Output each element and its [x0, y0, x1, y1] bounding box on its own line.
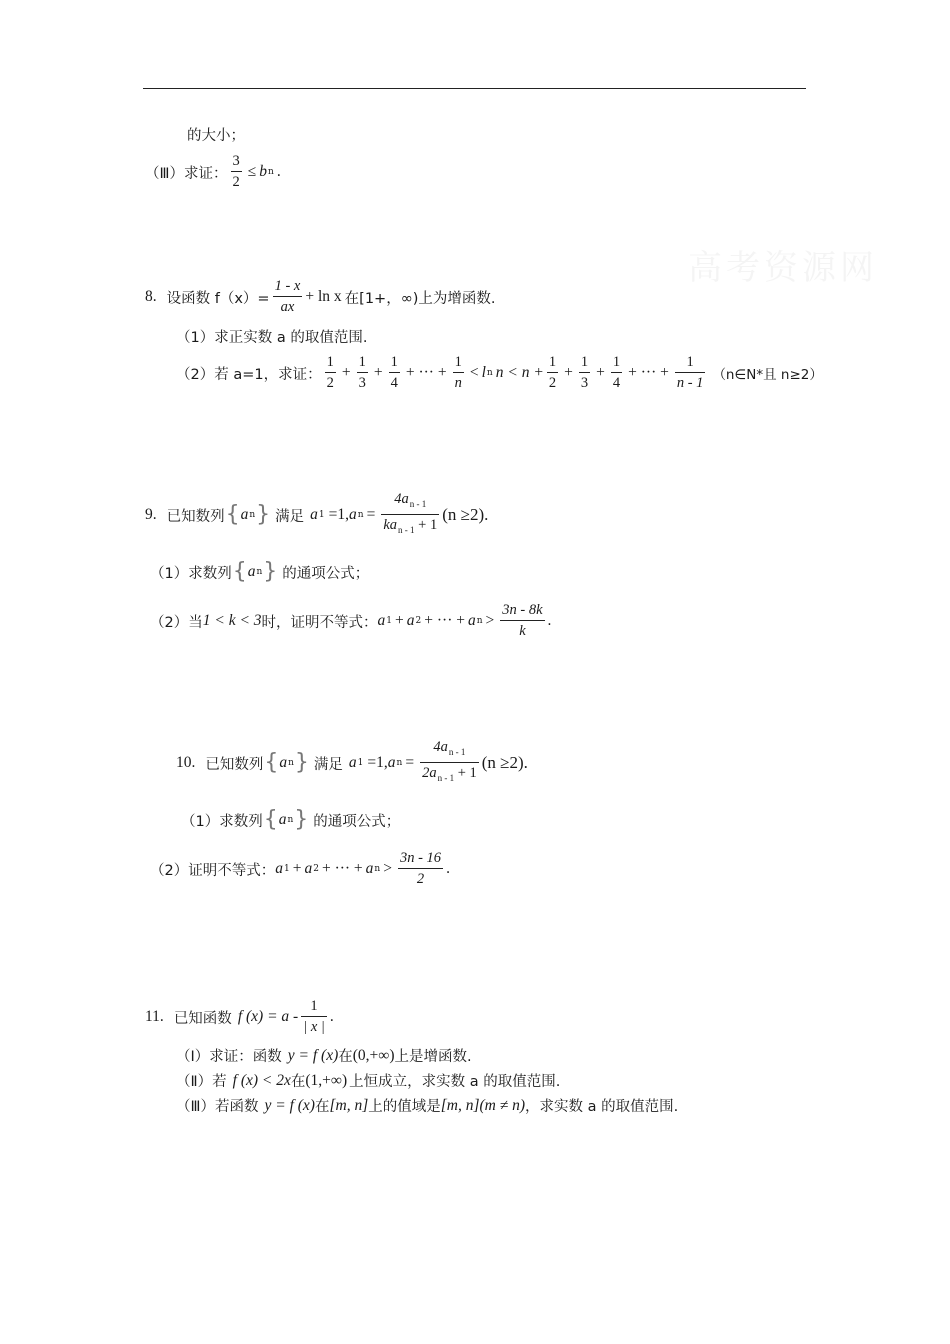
plus-sign: + [395, 612, 404, 629]
p9-q2 [150, 601, 551, 641]
p11-iii-mid: 在 [314, 1099, 330, 1115]
p9-q1-seq-sub: n [256, 567, 263, 577]
p10-sum-dots: + ··· + [321, 860, 363, 877]
p8-lt: < [469, 364, 479, 381]
p7-iii-end: . [276, 163, 281, 180]
p10-q1-seq-sub: n [287, 815, 294, 825]
p9-seq-sub: n [249, 510, 256, 520]
p10-eq: = [405, 754, 415, 771]
p10-a1-eq: =1, [367, 754, 388, 771]
p8-frac-1-4 [389, 353, 400, 393]
fraction-numerator: 1 [612, 354, 621, 370]
p7-iii-fraction [231, 152, 242, 192]
p10-sum-1: 1 [283, 864, 290, 874]
p11-ii-expr: f (x) < 2x [232, 1071, 291, 1089]
fraction-denominator: n - 1 [676, 375, 704, 391]
p8-frac-1-3b [579, 353, 590, 393]
p10-sum-2: 2 [313, 864, 319, 874]
p8-frac-1-4b [611, 353, 622, 393]
p8-q1-text: （1）求正实数 a 的取值范围. [176, 330, 368, 346]
fraction-denominator [381, 515, 439, 540]
p10-stem [176, 738, 528, 788]
p9-a1-eq: =1, [328, 506, 350, 523]
fraction-denominator: 4 [390, 375, 398, 391]
p9-an-sub: n [357, 510, 364, 520]
right-brace-icon: } [263, 559, 278, 584]
fraction-numerator: 1 - x [274, 278, 301, 294]
p9-eq: = [366, 506, 376, 523]
p11-part-i [176, 1045, 472, 1066]
p8-dots: + ··· + [405, 364, 447, 381]
p11-ii-label: （Ⅱ）若 [176, 1074, 227, 1090]
right-brace-icon: } [256, 502, 271, 527]
p8-stem [145, 277, 496, 317]
left-brace-icon: { [232, 559, 247, 584]
p9-a1: a [310, 506, 318, 523]
plus-sign: + [564, 364, 573, 381]
p11-i-mid: 在 [338, 1049, 353, 1065]
p10-sum-a2: a [304, 860, 313, 877]
plus-sign: + [341, 364, 351, 381]
fraction-numerator: 1 [326, 354, 334, 370]
fraction-denominator: 2 [326, 375, 334, 391]
p9-rec-den-tail: + 1 [418, 517, 438, 533]
p9-rhs-fraction [500, 601, 544, 641]
p10-sum-an: a [365, 860, 374, 877]
p9-sum-n: n [476, 616, 483, 626]
p9-gt: > [485, 612, 495, 629]
p10-an: a [387, 754, 396, 771]
p10-sum-n: n [374, 864, 381, 874]
plus-sign: + [373, 364, 383, 381]
p9-number: 9. [145, 506, 157, 523]
p8-n-plus: n + [521, 364, 544, 381]
p11-i-interval: (0,+∞) [352, 1046, 395, 1064]
p9-sum-1: 1 [386, 616, 393, 626]
fraction-numerator: 1 [548, 354, 557, 370]
p9-end: . [547, 612, 552, 629]
p9-q1 [150, 561, 369, 583]
fraction-denominator [420, 763, 479, 788]
p7-iii-relation: ≤ [247, 163, 257, 180]
fraction-denominator: | x | [303, 1019, 325, 1035]
p11-number: 11. [145, 1008, 164, 1025]
p8-frac-1-2b [547, 353, 558, 393]
p10-a1: a [348, 754, 357, 771]
p9-sum-an: a [467, 612, 476, 629]
fraction-denominator: 2 [232, 174, 240, 190]
p10-rec-den: 2a [422, 765, 437, 781]
p11-i-label: （Ⅰ）求证：函数 [176, 1049, 282, 1065]
fraction-denominator: 2 [548, 375, 557, 391]
fraction-numerator: 1 [454, 354, 462, 370]
p11-iii-interval: [m, n] [329, 1096, 369, 1114]
p9-condition: (n ≥2). [442, 505, 489, 524]
p7-iii-b: b [259, 163, 268, 180]
p11-ii-mid: 在 [290, 1074, 306, 1090]
p9-lead: 已知数列 [166, 508, 225, 525]
right-brace-icon: } [294, 750, 309, 775]
p10-recurrence-fraction [420, 738, 479, 788]
p9-seq: a [240, 506, 249, 523]
fraction-denominator: n [454, 375, 462, 391]
p10-q1 [181, 809, 400, 831]
p11-iii-label: （Ⅲ）若函数 [176, 1099, 259, 1115]
p11-fx: f (x) = a - [237, 1008, 299, 1025]
p11-stem [145, 997, 334, 1037]
p7-iii-b-sub: n [268, 167, 274, 177]
p11-ii-tail: 上恒成立，求实数 a 的取值范围. [349, 1074, 561, 1090]
left-brace-icon: { [264, 750, 279, 775]
p11-part-ii [176, 1070, 560, 1091]
fraction-numerator: 1 [686, 354, 694, 370]
p9-rec-num: 4a [394, 491, 409, 507]
fraction-numerator: 1 [358, 354, 366, 370]
watermark: 高考资源网 [688, 248, 878, 288]
p8-q1 [176, 326, 367, 347]
fraction-numerator [392, 490, 428, 514]
p9-rec-den: ka [383, 517, 398, 533]
p10-sat: 满足 [313, 756, 343, 773]
p9-q1-seq: a [247, 563, 256, 580]
p10-condition: (n ≥2). [481, 753, 528, 772]
p10-q2 [150, 849, 450, 889]
p11-part-iii [176, 1095, 678, 1116]
p11-ii-interval: (1,+∞) [305, 1071, 348, 1089]
fraction-denominator: 4 [612, 375, 621, 391]
fraction-denominator: ax [280, 299, 295, 315]
plus-sign: + [292, 860, 302, 877]
p9-q1-label: （1）求数列 [150, 565, 232, 582]
p9-q2-range: 1 < k < 3 [202, 612, 262, 629]
p8-frac-1-n [453, 353, 464, 393]
p10-rec-num: 4a [433, 739, 448, 755]
p10-q1-tail: 的通项公式； [313, 813, 401, 830]
p9-q2-label: （2）当 [150, 614, 203, 631]
p8-lead: 设函数 f（x）= [166, 290, 270, 307]
p8-plus-ln: + ln x [305, 288, 342, 305]
p9-sat: 满足 [275, 508, 305, 525]
fraction-numerator: 1 [580, 354, 589, 370]
left-brace-icon: { [263, 807, 278, 832]
p10-lead: 已知数列 [205, 756, 264, 773]
p9-sum-2: 2 [415, 616, 422, 626]
p9-q1-tail: 的通项公式； [282, 565, 370, 582]
left-brace-icon: { [225, 502, 240, 527]
fraction-numerator: 3 [232, 153, 240, 169]
header-rule [143, 88, 806, 89]
plus-sign: + [596, 364, 605, 381]
p7-part-iii [145, 152, 281, 192]
p10-rhs-fraction [398, 849, 443, 889]
p9-sum-a2: a [406, 612, 415, 629]
p9-sum-dots: + ··· + [424, 612, 465, 629]
p9-a1-sub: 1 [318, 510, 325, 520]
p8-condition: （n∈N*且 n≥2） [712, 367, 823, 383]
p10-q2-label: （2）证明不等式： [150, 862, 276, 879]
p10-number: 10. [176, 754, 196, 771]
fraction-denominator: k [519, 623, 526, 639]
p8-tail: 在[1+，∞)上为增函数. [344, 290, 496, 307]
fraction-numerator: 3n - 8k [502, 602, 543, 618]
p10-rec-num-sub: n - 1 [448, 747, 466, 757]
p11-iii-interval2: [m, n](m ≠ n) [440, 1096, 526, 1114]
p11-i-expr: y = f (x) [287, 1046, 339, 1064]
right-brace-icon: } [294, 807, 309, 832]
p8-frac-last [675, 353, 706, 393]
p7-cont-text: 的大小； [187, 128, 245, 144]
p8-frac-1-2 [325, 353, 336, 393]
fraction-denominator: 3 [358, 375, 366, 391]
fraction-numerator: 1 [310, 998, 318, 1014]
p10-rec-den-tail: + 1 [457, 765, 477, 781]
p8-number: 8. [145, 288, 157, 305]
fraction-numerator: 1 [390, 354, 398, 370]
p8-q2-label: （2）若 a=1，求证： [176, 366, 322, 383]
p11-iii-tail: ，求实数 a 的取值范围. [525, 1099, 679, 1115]
p10-gt: > [383, 860, 392, 877]
p9-recurrence-fraction [381, 490, 439, 540]
p11-i-tail: 上是增函数. [394, 1049, 472, 1065]
p11-iii-expr: y = f (x) [264, 1096, 315, 1114]
p10-an-sub: n [396, 758, 403, 768]
p10-a1-sub: 1 [357, 758, 364, 768]
p11-end: . [329, 1008, 334, 1025]
p8-ln-sub: n [486, 368, 493, 378]
fraction-denominator: 3 [580, 375, 589, 391]
p8-ln-l: l [481, 364, 486, 381]
p8-f-fraction [273, 277, 303, 317]
p8-ln-n: n < [495, 364, 518, 381]
p9-rec-den-sub: n - 1 [398, 525, 415, 535]
p10-seq-sub: n [288, 758, 294, 768]
p8-dots-b: + ··· + [628, 364, 669, 381]
p7-continuation [187, 124, 245, 145]
p11-iii-mid2: 上的值域是 [368, 1099, 441, 1115]
p8-q2 [176, 353, 823, 393]
p10-q1-seq: a [278, 811, 287, 828]
p10-seq: a [279, 754, 288, 771]
p10-end: . [446, 860, 450, 877]
p9-an: a [349, 506, 357, 523]
p11-lead: 已知函数 [173, 1010, 232, 1027]
p9-rec-num-sub: n - 1 [409, 499, 427, 509]
p11-fraction [301, 997, 327, 1037]
p9-q2-tail: 时，证明不等式： [261, 614, 378, 631]
p7-iii-label: （Ⅲ）求证： [145, 165, 228, 182]
fraction-numerator [431, 738, 467, 762]
p9-stem [145, 490, 488, 540]
p9-sum-a1: a [377, 612, 386, 629]
p10-sum-a1: a [275, 860, 283, 877]
p10-q1-label: （1）求数列 [181, 813, 263, 830]
fraction-denominator: 2 [416, 871, 425, 887]
p10-rec-den-sub: n - 1 [437, 773, 455, 783]
p8-frac-1-3 [357, 353, 368, 393]
fraction-numerator: 3n - 16 [399, 850, 442, 866]
